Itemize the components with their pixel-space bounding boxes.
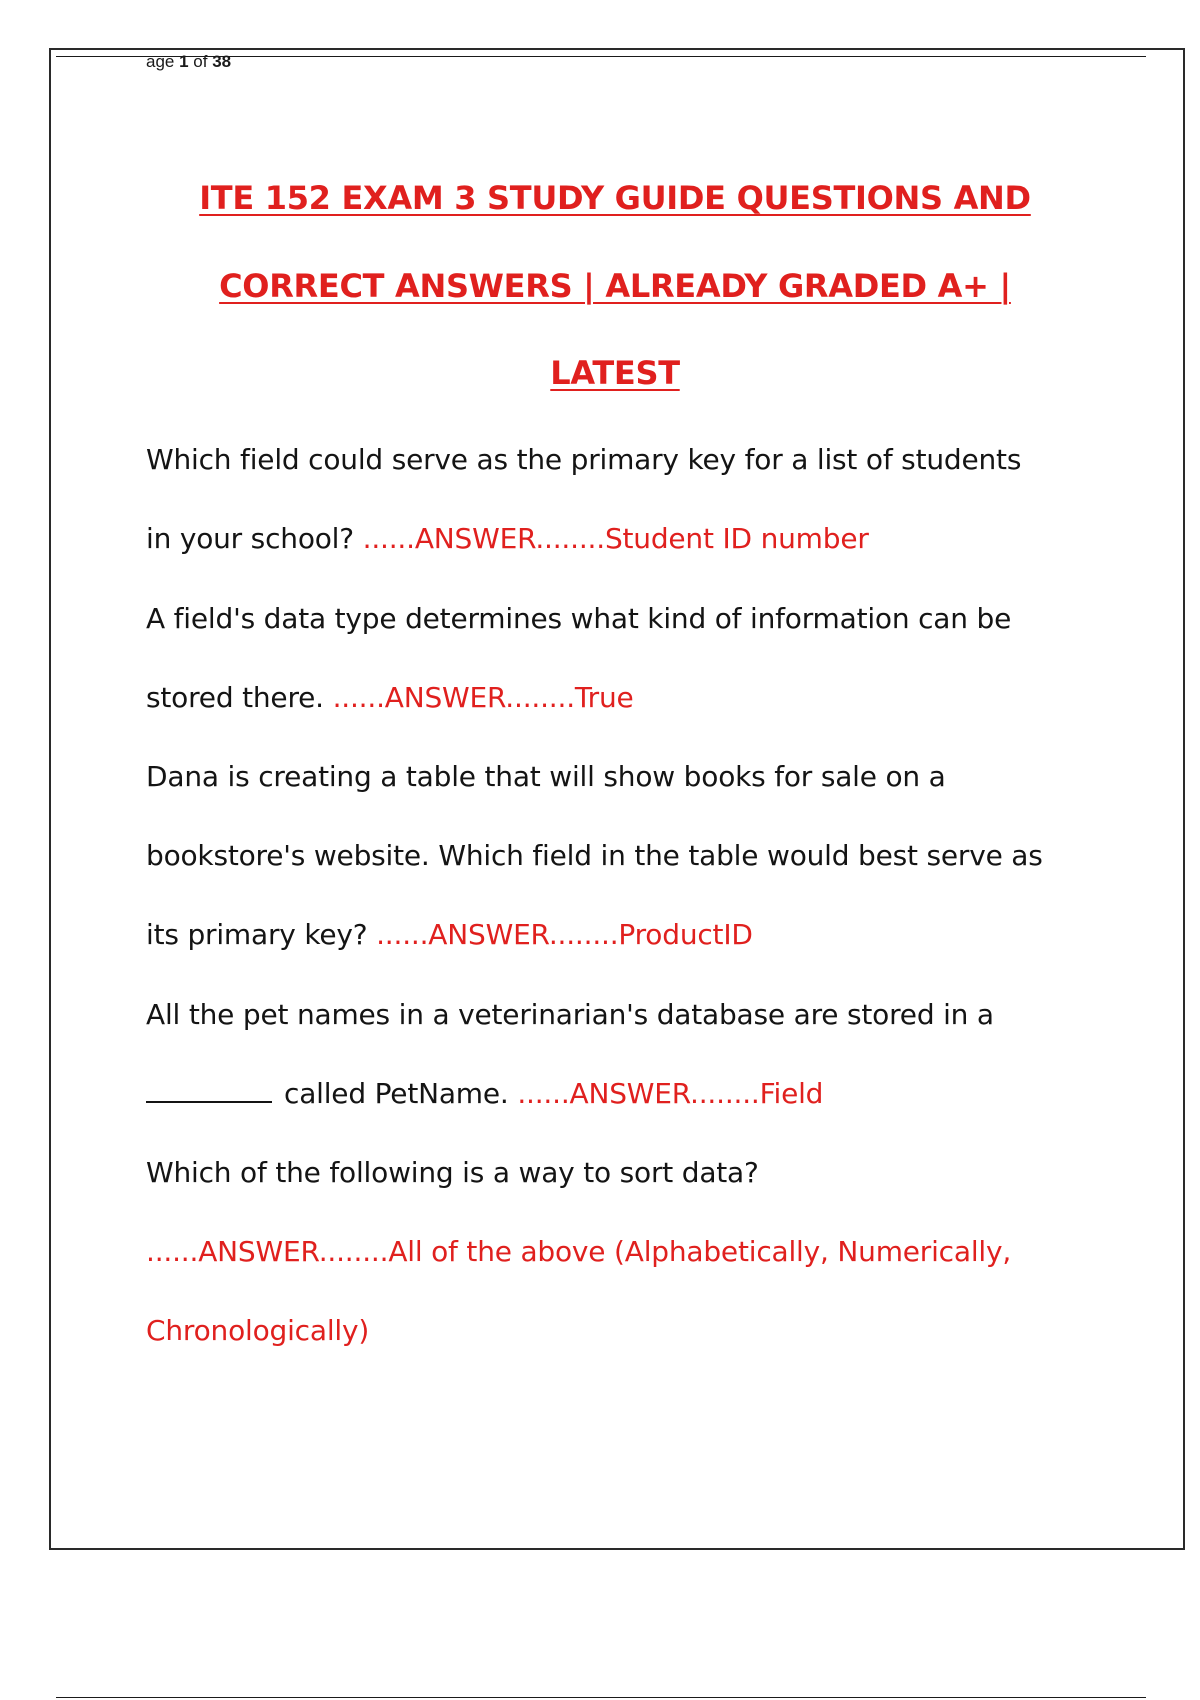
question-4-line-2: [146, 1076, 823, 1112]
question-2-line-2: [146, 680, 634, 716]
footer-rule: [56, 1697, 1146, 1698]
question-3-line-3: [146, 917, 753, 953]
document-title-line-3: LATEST: [550, 354, 680, 392]
fill-in-blank: [146, 1077, 272, 1103]
question-4-line-1: All the pet names in a veterinarian's database are stored in a: [146, 998, 994, 1031]
question-3-line-2: bookstore's website. Which field in the table would best serve as: [146, 839, 1043, 872]
page-current: 1: [179, 52, 189, 71]
question-3-line-1: Dana is creating a table that will show books for sale on a: [146, 760, 946, 793]
answer-4: ......ANSWER........Field: [517, 1077, 824, 1110]
question-1-text: in your school?: [146, 522, 363, 555]
answer-2: ......ANSWER........True: [332, 681, 634, 714]
answer-5-line-1: ......ANSWER........All of the above (Alphabetically, Numerically,: [146, 1235, 1012, 1268]
question-5-line-1: Which of the following is a way to sort data?: [146, 1156, 759, 1189]
question-2-text: stored there.: [146, 681, 333, 714]
question-2-line-1: A field's data type determines what kind of information can be: [146, 602, 1012, 635]
question-3-text: its primary key?: [146, 918, 377, 951]
question-1-line-2: [146, 521, 869, 557]
question-4-text: called PetName.: [284, 1077, 518, 1110]
question-1-line-1: Which field could serve as the primary key for a list of students: [146, 443, 1022, 476]
page-total: 38: [212, 52, 232, 71]
document-title-line-2: CORRECT ANSWERS | ALREADY GRADED A+ |: [219, 267, 1011, 305]
page-prefix: age: [146, 52, 180, 71]
document-title-line-1: ITE 152 EXAM 3 STUDY GUIDE QUESTIONS AND: [199, 179, 1031, 217]
answer-1: ......ANSWER........Student ID number: [362, 522, 869, 555]
answer-3: ......ANSWER........ProductID: [376, 918, 753, 951]
page-number: [146, 52, 231, 72]
page-of: of: [188, 52, 213, 71]
answer-5-line-2: Chronologically): [146, 1314, 370, 1347]
